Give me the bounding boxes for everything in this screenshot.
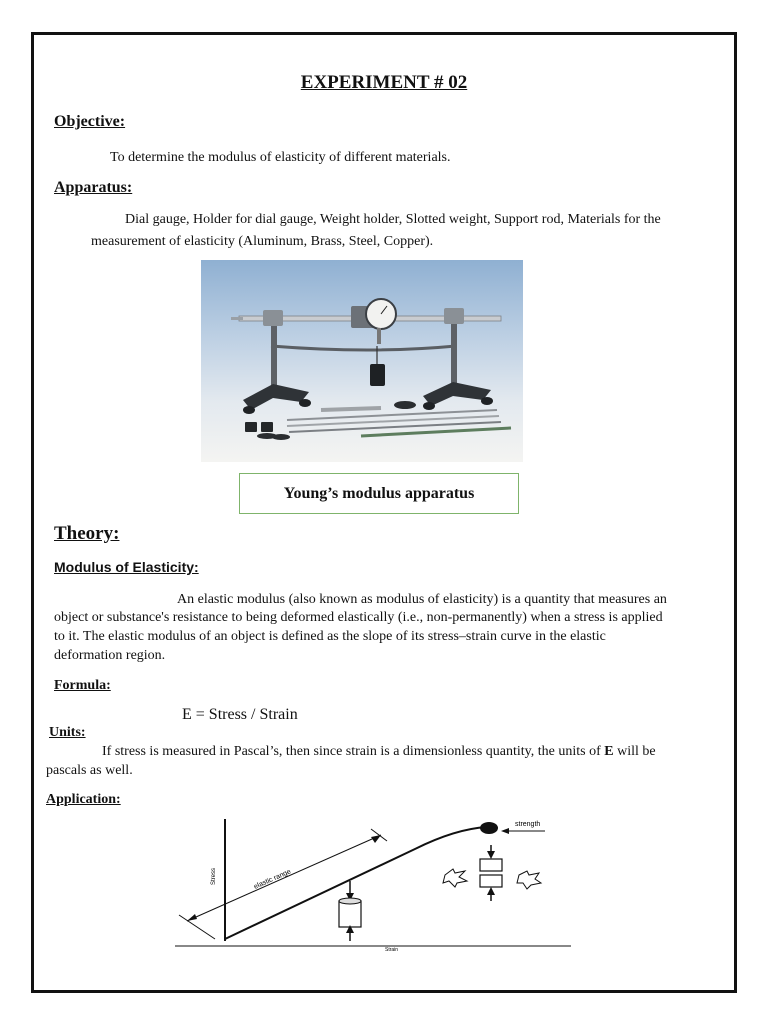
apparatus-photo (201, 260, 523, 462)
apparatus-illustration (201, 260, 523, 462)
x-axis-label: Strain (385, 947, 399, 951)
apparatus-line-2: measurement of elasticity (Aluminum, Brass, Steel, Copper). (91, 234, 434, 249)
units-heading: Units: (49, 725, 86, 740)
page-title: EXPERIMENT # 02 (300, 72, 468, 93)
objective-heading: Objective: (54, 113, 126, 130)
apparatus-line-1: Dial gauge, Holder for dial gauge, Weight holder, Slotted weight, Support rod, Materials for the (125, 212, 661, 227)
strength-point (480, 822, 498, 834)
units-text-a: If stress is measured in Pascal’s, then since strain is a dimensionless quantity, the units of (102, 744, 605, 759)
units-line-1 (102, 742, 656, 762)
objective-text: To determine the modulus of elasticity of different materials. (110, 150, 451, 165)
units-symbol-e: E (604, 744, 614, 759)
formula-heading: Formula: (54, 678, 111, 693)
theory-line-4: deformation region. (54, 648, 166, 663)
units-text-c: will be (613, 744, 656, 759)
formula-text: E = Stress / Strain (182, 706, 298, 723)
modulus-subheading: Modulus of Elasticity: (54, 559, 199, 575)
units-line-2: pascals as well. (46, 763, 133, 778)
theory-line-3: to it. The elastic modulus of an object is defined as the slope of its stress–strain curve in the elastic (54, 629, 606, 644)
y-axis-label: Stress (211, 867, 217, 885)
stress-strain-diagram (175, 805, 571, 951)
theory-line-1: An elastic modulus (also known as modulus of elasticity) is a quantity that measures an (177, 592, 667, 607)
theory-heading: Theory: (54, 523, 120, 544)
elastic-range-label: elastic range (252, 868, 293, 891)
application-heading: Application: (46, 792, 121, 807)
strength-label: strength (515, 821, 541, 828)
theory-line-2: object or substance's resistance to being deformed elastically (i.e., non-permanently) when a stress is applied (54, 610, 663, 625)
photo-caption: Young’s modulus apparatus (239, 473, 519, 514)
apparatus-heading: Apparatus: (54, 179, 133, 196)
